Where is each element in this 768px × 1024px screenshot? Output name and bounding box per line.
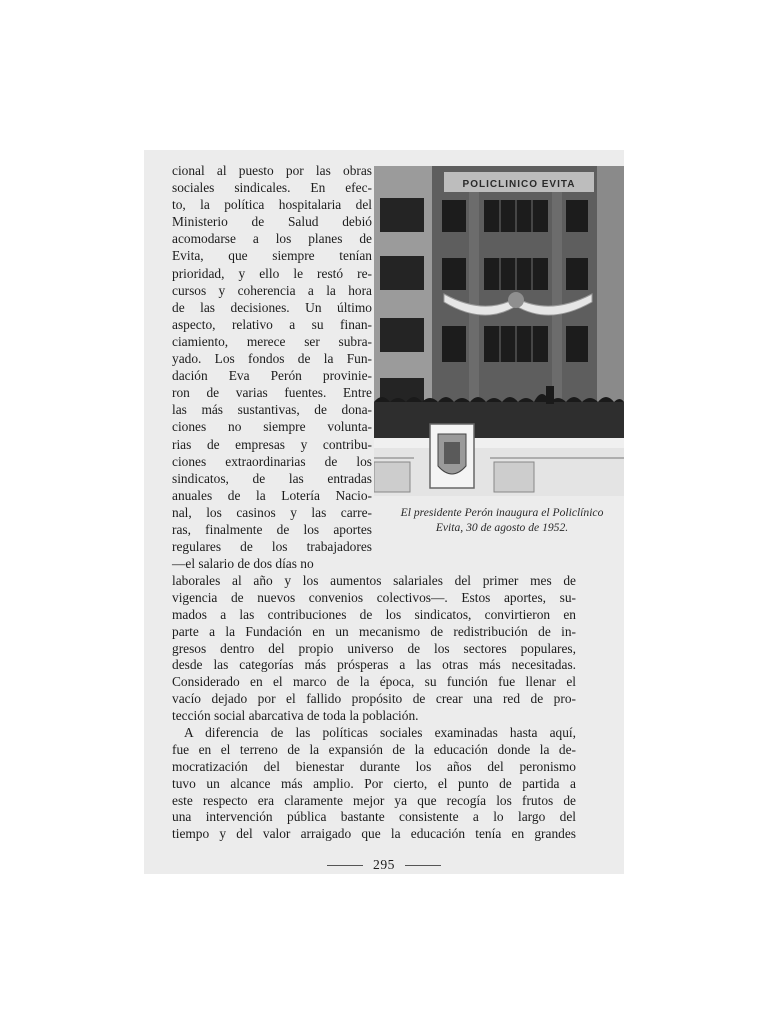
text-line: sociales sindicales. En efec-	[172, 180, 372, 196]
text-line: ron de varias fuentes. Entre	[172, 385, 372, 401]
wide-text-column	[172, 573, 576, 843]
text-line: las más sustantivas, de dona-	[172, 402, 372, 418]
text-line: Evita, que siempre tenían	[172, 248, 372, 264]
text-line: —el salario de dos días no	[172, 556, 314, 572]
text-line: una intervención pública bastante consistente a lo largo del	[172, 809, 576, 825]
building-image	[374, 166, 624, 496]
text-line: acomodarse a los planes de	[172, 231, 372, 247]
text-line: tiempo y del valor arraigado que la educación tenía en grandes	[172, 826, 576, 842]
text-line: Considerado en el marco de la época, su función fue llenar el	[172, 674, 576, 690]
text-line: sindicatos, de las entradas	[172, 470, 372, 486]
text-line: laborales al año y los aumentos salariales del primer mes de	[172, 573, 576, 588]
text-line: prioridad, y ello le restó re-	[172, 265, 372, 281]
caption-line: El presidente Perón inaugura el Policlínico	[400, 506, 604, 519]
text-line: fue en el terreno de la expansión de la educación donde la de-	[172, 741, 576, 757]
text-line: mados a las contribuciones de los sindicatos, convirtieron en	[172, 606, 576, 622]
text-line: vacío dejado por el fallido propósito de crear una red de pro-	[172, 691, 576, 707]
text-line: nal, los casinos y las carre-	[172, 504, 372, 520]
text-line: mocratización del bienestar durante los años del peronismo	[172, 758, 576, 774]
text-line: cursos y coherencia a la hora	[172, 282, 372, 298]
text-line: ciones extraordinarias de los	[172, 453, 372, 469]
photo-caption	[380, 506, 624, 535]
text-line: A diferencia de las políticas sociales examinadas hasta aquí,	[184, 725, 576, 741]
text-line: anuales de la Lotería Nacio-	[172, 487, 372, 503]
text-line: cional al puesto por las obras	[172, 163, 372, 178]
page-footer	[144, 855, 624, 875]
text-line: dación Eva Perón provinie-	[172, 368, 372, 384]
caption-line: Evita, 30 de agosto de 1952.	[435, 520, 569, 534]
text-line: vigencia de nuevos convenios colectivos—. Estos aportes, su-	[172, 589, 576, 605]
text-line: de las decisiones. Un último	[172, 299, 372, 315]
text-line: Ministerio de Salud debió	[172, 214, 372, 230]
text-line: regulares de los trabajadores	[172, 539, 372, 555]
page-number: 295	[373, 857, 395, 872]
text-line: tuvo un alcance más amplio. Por cierto, el punto de partida a	[172, 775, 576, 791]
narrow-text-column	[172, 162, 372, 572]
text-line: ciamiento, merece ser subra-	[172, 333, 372, 349]
svg-text:POLICLINICO EVITA: POLICLINICO EVITA	[462, 179, 576, 190]
text-line: gresos dentro del propio universo de los sectores populares,	[172, 640, 576, 656]
text-line: aspecto, relativo a su finan-	[172, 316, 372, 332]
text-line: tección social abarcativa de toda la población.	[172, 708, 419, 724]
text-line: ras, finalmente de los aportes	[172, 521, 372, 537]
text-line: rias de empresas y contribu-	[172, 436, 372, 452]
footer-rule	[327, 865, 363, 866]
policlinico-photo	[374, 166, 624, 496]
text-line: desde las categorías más prósperas a las otras más necesitadas.	[172, 657, 576, 673]
text-line: to, la política hospitalaria del	[172, 197, 372, 213]
book-page	[144, 150, 624, 874]
text-line: este respecto era claramente mejor ya que recogía los frutos de	[172, 792, 576, 808]
footer-rule	[405, 865, 441, 866]
text-line: parte a la Fundación en un mecanismo de redistribución de in-	[172, 623, 576, 639]
text-line: ciones no siempre volunta-	[172, 419, 372, 435]
text-line: yado. Los fondos de la Fun-	[172, 351, 372, 367]
